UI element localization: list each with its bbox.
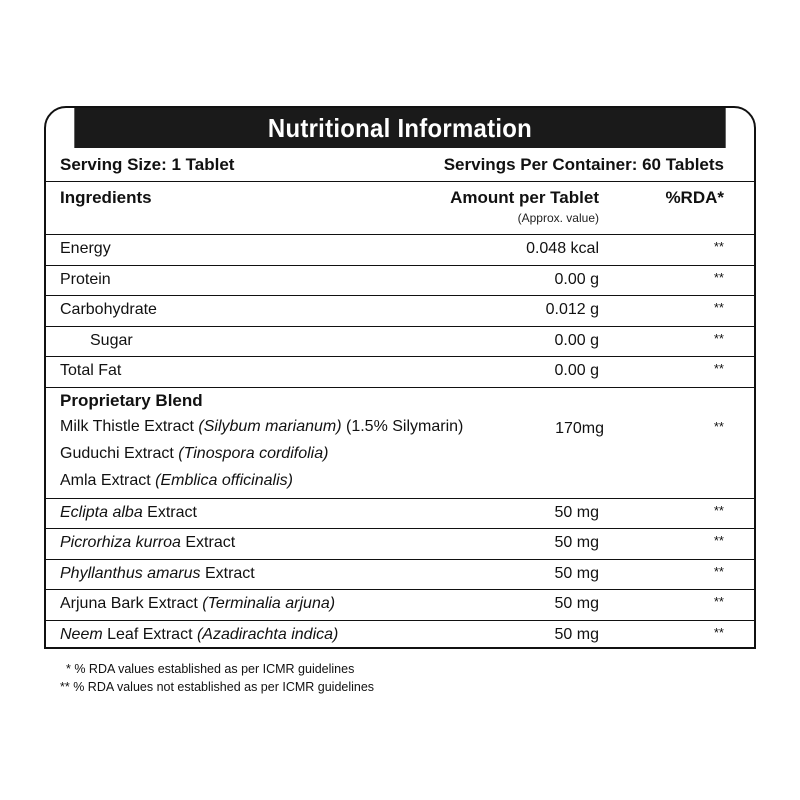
table-row xyxy=(46,327,754,358)
extract-text: Leaf Extract xyxy=(102,625,197,643)
row-rda: ** xyxy=(713,563,724,579)
table-row xyxy=(46,529,754,560)
header-amount-note: (Approx. value) xyxy=(517,211,599,225)
row-amount: 50 mg xyxy=(554,595,599,612)
proprietary-blend xyxy=(46,388,754,499)
extract-text: Arjuna Bark Extract xyxy=(60,595,203,612)
row-rda: ** xyxy=(713,533,724,548)
footnote-not-established: ** % RDA values not established as per ICMR guidelines xyxy=(60,680,375,694)
serving-size: Serving Size: 1 Tablet xyxy=(60,154,235,174)
row-rda: ** xyxy=(713,594,724,609)
row-amount: 50 mg xyxy=(554,564,599,582)
footnotes xyxy=(60,660,374,696)
row-name xyxy=(60,595,335,613)
table-row xyxy=(46,235,754,266)
row-name: Sugar xyxy=(90,331,133,349)
blend-amount: 170mg xyxy=(555,419,604,437)
row-amount: 0.00 g xyxy=(554,270,599,288)
row-name xyxy=(60,534,235,552)
row-rda: ** xyxy=(713,624,724,640)
latin-name: Phyllanthus amarus xyxy=(60,564,201,582)
row-name: Energy xyxy=(60,240,111,257)
blend-item-name: Guduchi Extract xyxy=(60,444,179,462)
blend-item-suffix: (1.5% Silymarin) xyxy=(341,417,464,435)
table-row xyxy=(46,266,754,297)
row-name: Total Fat xyxy=(60,362,122,379)
latin-name: Neem xyxy=(60,625,103,643)
row-rda: ** xyxy=(713,300,724,315)
table-row xyxy=(46,590,754,621)
blend-item-name: Milk Thistle Extract xyxy=(60,417,199,435)
footnote-established: * % RDA values established as per ICMR guidelines xyxy=(66,662,355,676)
row-name: Protein xyxy=(60,270,111,288)
row-rda: ** xyxy=(713,361,724,376)
header-rda: %RDA* xyxy=(665,188,724,207)
extract-text: Extract xyxy=(200,564,255,582)
latin-name: Picrorhiza kurroa xyxy=(60,534,181,551)
row-amount: 0.00 g xyxy=(554,331,599,349)
serving-row xyxy=(46,148,754,182)
table-row xyxy=(46,357,754,388)
row-name xyxy=(60,565,255,583)
blend-item-name: Amla Extract xyxy=(60,471,156,489)
row-amount: 50 mg xyxy=(554,625,599,643)
header-amount: Amount per Tablet xyxy=(450,188,599,207)
extracts-list xyxy=(46,499,754,650)
row-amount: 0.048 kcal xyxy=(526,240,599,257)
row-name xyxy=(60,626,338,644)
table-row xyxy=(46,560,754,591)
row-name xyxy=(60,504,197,522)
extract-text: Extract xyxy=(180,534,236,551)
header-ingredients: Ingredients xyxy=(60,188,152,207)
blend-item-latin: (Silybum marianum) xyxy=(198,417,342,435)
extract-text: Extract xyxy=(142,503,197,521)
row-rda: ** xyxy=(713,502,724,518)
table-row xyxy=(46,499,754,530)
panel-title: Nutritional Information xyxy=(74,108,725,148)
row-amount: 0.012 g xyxy=(545,301,599,318)
latin-name: (Azadirachta indica) xyxy=(196,625,339,643)
blend-title: Proprietary Blend xyxy=(60,390,203,410)
row-rda: ** xyxy=(713,239,724,254)
nutrition-panel xyxy=(44,106,756,649)
blend-item-latin: (Emblica officinalis) xyxy=(155,471,293,489)
row-amount: 0.00 g xyxy=(554,362,599,379)
nutrients-list xyxy=(46,235,754,388)
blend-item xyxy=(60,472,293,490)
table-row xyxy=(46,296,754,327)
latin-name: (Terminalia arjuna) xyxy=(202,595,336,612)
blend-item xyxy=(60,418,463,436)
latin-name: Eclipta alba xyxy=(60,503,143,521)
row-amount: 50 mg xyxy=(554,534,599,551)
row-rda: ** xyxy=(713,330,724,346)
blend-rda: ** xyxy=(713,418,724,434)
servings-per-container: Servings Per Container: 60 Tablets xyxy=(443,154,724,174)
row-amount: 50 mg xyxy=(554,503,599,521)
blend-item-latin: (Tinospora cordifolia) xyxy=(178,444,329,462)
table-row xyxy=(46,621,754,650)
row-name: Carbohydrate xyxy=(60,301,157,318)
table-header xyxy=(46,182,754,235)
row-rda: ** xyxy=(713,269,724,285)
blend-item xyxy=(60,445,328,463)
